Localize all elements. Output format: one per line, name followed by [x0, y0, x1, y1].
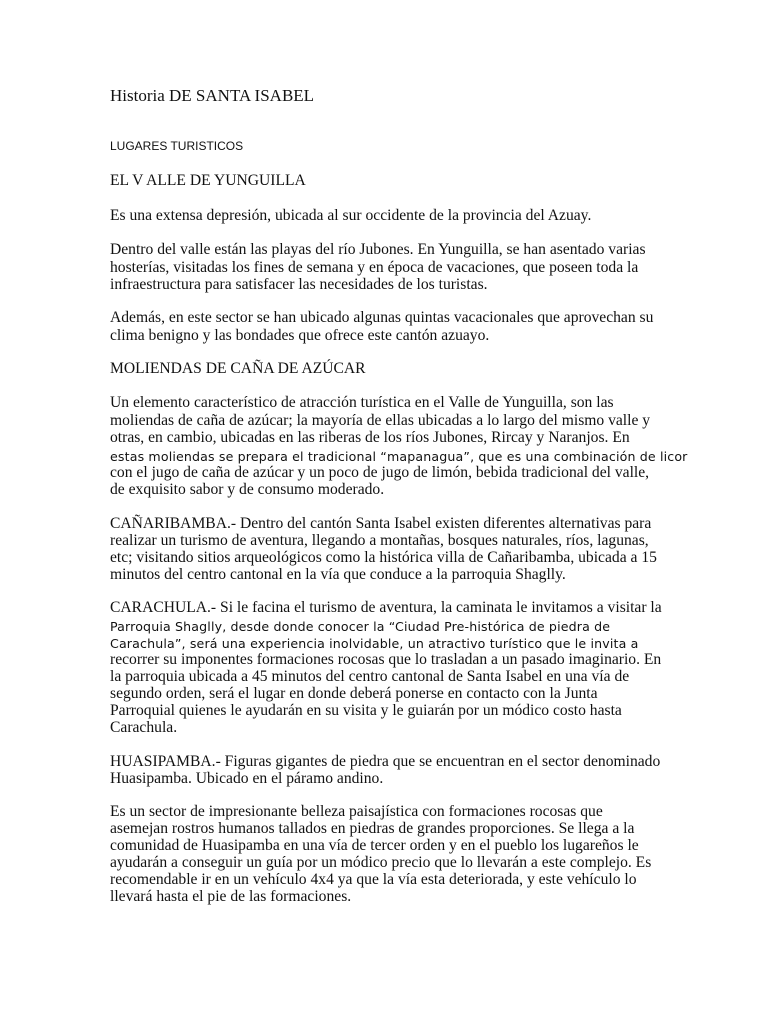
paragraph-line: Es un sector de impresionante belleza paisajística con formaciones rocosas que: [110, 803, 603, 820]
paragraph-line: hosterías, visitadas los fines de semana y en época de vacaciones, que poseen toda la: [110, 259, 639, 276]
paragraph-line: Es una extensa depresión, ubicada al sur occidente de la provincia del Azuay.: [110, 207, 592, 224]
paragraph-line: realizar un turismo de aventura, llegando a montañas, bosques naturales, ríos, lagunas,: [110, 532, 649, 549]
paragraph-line: otras, en cambio, ubicadas en las riberas de los ríos Jubones, Rircay y Naranjos. En: [110, 429, 630, 446]
paragraph-line: Carachula.: [110, 719, 178, 736]
document-subtitle: LUGARES TURISTICOS: [110, 139, 244, 153]
paragraph-line: segundo orden, será el lugar en donde deberá ponerse en contacto con la Junta: [110, 685, 598, 702]
paragraph-line: clima benigno y las bondades que ofrece este cantón azuayo.: [110, 327, 490, 344]
section-heading-moliendas: MOLIENDAS DE CAÑA DE AZÚCAR: [110, 360, 366, 377]
paragraph-line: Parroquia Shaglly, desde donde conocer la “Ciudad Pre-histórica de piedra de: [110, 619, 611, 634]
paragraph-line: minutos del centro cantonal en la vía que conduce a la parroquia Shaglly.: [110, 566, 566, 583]
document-title: Historia DE SANTA ISABEL: [110, 86, 315, 105]
paragraph-line: recorrer su imponentes formaciones rocosas que lo trasladan a un pasado imaginario. En: [110, 651, 662, 668]
section-heading-yunguilla: EL V ALLE DE YUNGUILLA: [110, 172, 306, 189]
paragraph-line: estas moliendas se prepara el tradicional “mapanagua”, que es una combinación de licor: [110, 449, 688, 464]
paragraph-line: con el jugo de caña de azúcar y un poco de jugo de limón, bebida tradicional del valle,: [110, 464, 650, 481]
paragraph-line: Además, en este sector se han ubicado algunas quintas vacacionales que aprovechan su: [110, 309, 654, 326]
paragraph-line: Huasipamba. Ubicado en el páramo andino.: [110, 770, 384, 787]
paragraph-line: CAÑARIBAMBA.- Dentro del cantón Santa Isabel existen diferentes alternativas para: [110, 515, 652, 532]
paragraph-line: de exquisito sabor y de consumo moderado.: [110, 481, 385, 498]
paragraph-line: Parroquial quienes le ayudarán en su visita y le guiarán por un módico costo hasta: [110, 702, 622, 719]
paragraph-line: moliendas de caña de azúcar; la mayoría de ellas ubicadas a lo largo del mismo valle y: [110, 412, 651, 429]
paragraph-line: asemejan rostros humanos tallados en piedras de grandes proporciones. Se llega a la: [110, 820, 635, 837]
paragraph-line: comunidad de Huasipamba en una vía de tercer orden y en el pueblo los lugareños le: [110, 837, 639, 854]
paragraph-line: Carachula”, será una experiencia inolvidable, un atractivo turístico que le invita a: [110, 636, 639, 651]
paragraph-line: la parroquia ubicada a 45 minutos del centro cantonal de Santa Isabel en una vía de: [110, 668, 630, 685]
paragraph-line: Dentro del valle están las playas del río Jubones. En Yunguilla, se han asentado varias: [110, 241, 646, 258]
paragraph-line: llevará hasta el pie de las formaciones.: [110, 888, 352, 905]
paragraph-line: recomendable ir en un vehículo 4x4 ya que la vía esta deteriorada, y este vehículo lo: [110, 871, 637, 888]
paragraph-line: ayudarán a conseguir un guía por un módico precio que lo llevarán a este complejo. Es: [110, 854, 652, 871]
paragraph-line: Un elemento característico de atracción turística en el Valle de Yunguilla, son las: [110, 394, 614, 411]
paragraph-line: infraestructura para satisfacer las necesidades de los turistas.: [110, 276, 488, 293]
paragraph-line: HUASIPAMBA.- Figuras gigantes de piedra que se encuentran en el sector denominado: [110, 753, 661, 770]
paragraph-line: etc; visitando sitios arqueológicos como la histórica villa de Cañaribamba, ubicada a 15: [110, 549, 657, 566]
paragraph-line: CARACHULA.- Si le facina el turismo de aventura, la caminata le invitamos a visitar la: [110, 599, 662, 616]
